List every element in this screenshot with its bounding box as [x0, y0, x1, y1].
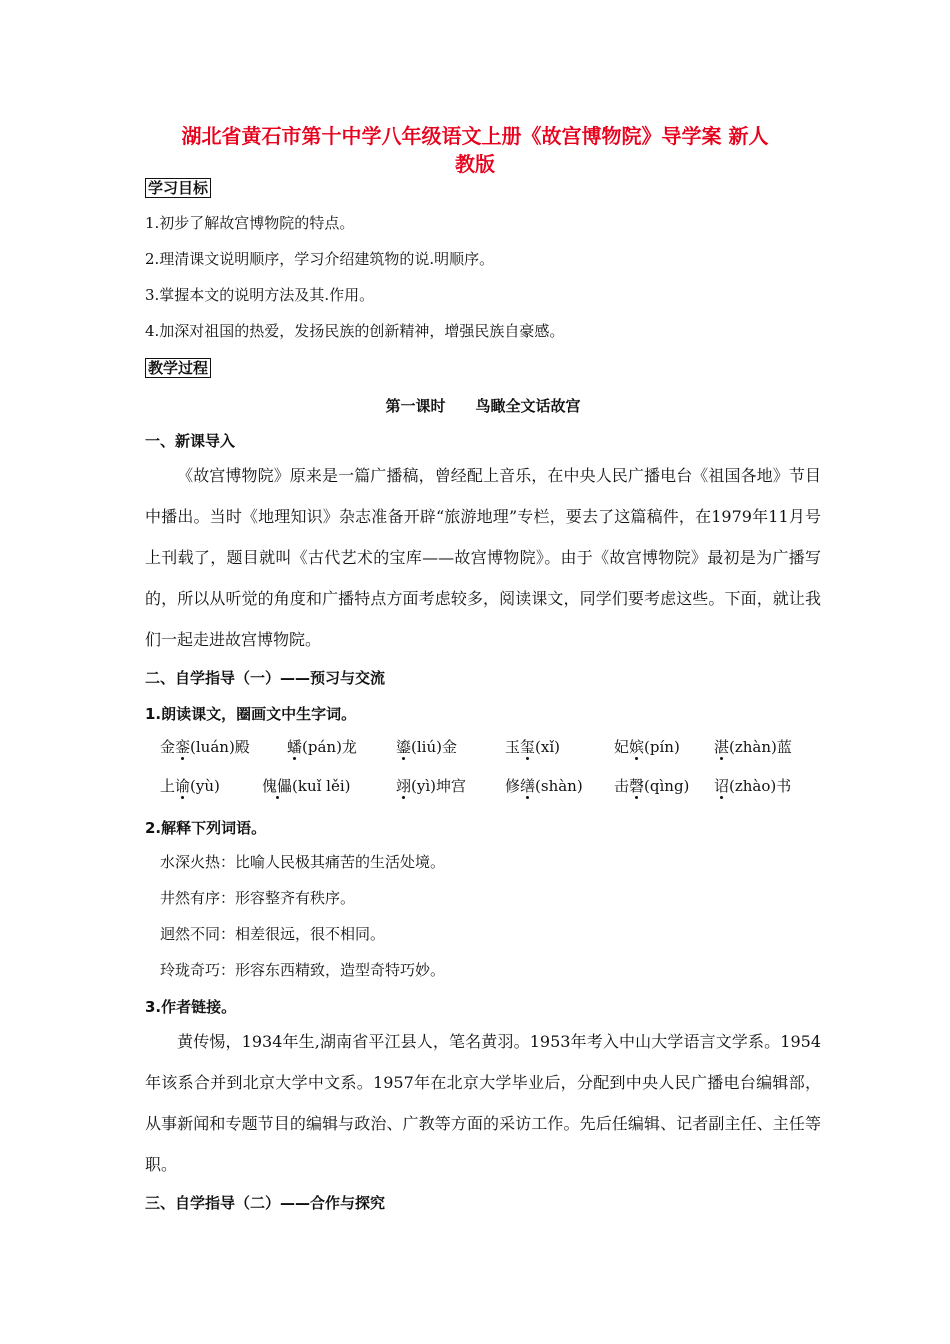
vocab-item: 玉玺(xǐ) [505, 738, 560, 756]
author-heading: 3.作者链接。 [145, 998, 237, 1016]
vocab-item: 金銮(luán)殿 [160, 738, 250, 756]
vocab-item: 翊(yì)坤宫 [396, 777, 466, 795]
term-item-2: 井然有序：形容整齐有秩序。 [160, 889, 356, 907]
process-heading: 教学过程 [145, 358, 211, 378]
vocab-heading: 1.朗读课文，圈画文中生字词。 [145, 705, 357, 723]
vocab-item: 诏(zhào)书 [714, 777, 792, 795]
objective-item-3: 3.掌握本文的说明方法及其.作用。 [145, 286, 375, 304]
author-paragraph-text: 黄传惕，1934年生,湖南省平江县人，笔名黄羽。1953年考入中山大学语言文学系。1954年该系合并到北京大学中文系。1957年在北京大学毕业后，分配到中央人民广播电台编辑部，从事新闻和专题节目的编辑与政治、广教等方面的采访工作。先后任编辑、记者副主任、主任等职。 [145, 1032, 821, 1174]
vocab-item: 湛(zhàn)蓝 [714, 738, 792, 756]
document-title-line1: 湖北省黄石市第十中学八年级语文上册《故宫博物院》导学案 新人 [181, 124, 769, 148]
objectives-heading: 学习目标 [145, 178, 211, 198]
author-paragraph [145, 1021, 821, 1185]
vocab-item: 修缮(shàn) [505, 777, 583, 795]
term-item-3: 迥然不同：相差很远，很不相同。 [160, 925, 386, 943]
vocab-item: 鎏(liú)金 [396, 738, 457, 756]
term-item-1: 水深火热：比喻人民极其痛苦的生活处境。 [160, 853, 446, 871]
objective-item-4: 4.加深对祖国的热爱，发扬民族的创新精神，增强民族自豪感。 [145, 322, 565, 340]
vocab-item: 傀儡(kuǐ lěi) [262, 777, 351, 795]
objective-item-1: 1.初步了解故宫博物院的特点。 [145, 214, 355, 232]
lesson-title: 第一课时 鸟瞰全文话故宫 [385, 397, 581, 415]
document-title-line2: 教版 [455, 152, 495, 176]
vocab-item: 妃嫔(pín) [614, 738, 680, 756]
terms-heading: 2.解释下列词语。 [145, 819, 267, 837]
section2-heading: 二、自学指导（一）——预习与交流 [145, 669, 386, 687]
section1-heading: 一、新课导入 [145, 432, 236, 450]
vocab-item: 蟠(pán)龙 [287, 738, 357, 756]
vocab-item: 上谕(yù) [160, 777, 220, 795]
section3-heading: 三、自学指导（二）——合作与探究 [145, 1194, 386, 1212]
vocab-item: 击磬(qìng) [614, 777, 690, 795]
term-item-4: 玲珑奇巧：形容东西精致，造型奇特巧妙。 [160, 961, 446, 979]
objective-item-2: 2.理清课文说明顺序，学习介绍建筑物的说.明顺序。 [145, 250, 495, 268]
section1-paragraph [145, 455, 821, 660]
section1-paragraph-text: 《故宫博物院》原来是一篇广播稿，曾经配上音乐，在中央人民广播电台《祖国各地》节目中播出。当时《地理知识》杂志准备开辟“旅游地理”专栏，要去了这篇稿件，在1979年11月号上刊载了，题目就叫《古代艺术的宝库——故宫博物院》。由于《故宫博物院》最初是为广播写的，所以从听觉的角度和广播特点方面考虑较多，阅读课文，同学们要考虑这些。下面，就让我们一起走进故宫博物院。 [145, 466, 821, 649]
